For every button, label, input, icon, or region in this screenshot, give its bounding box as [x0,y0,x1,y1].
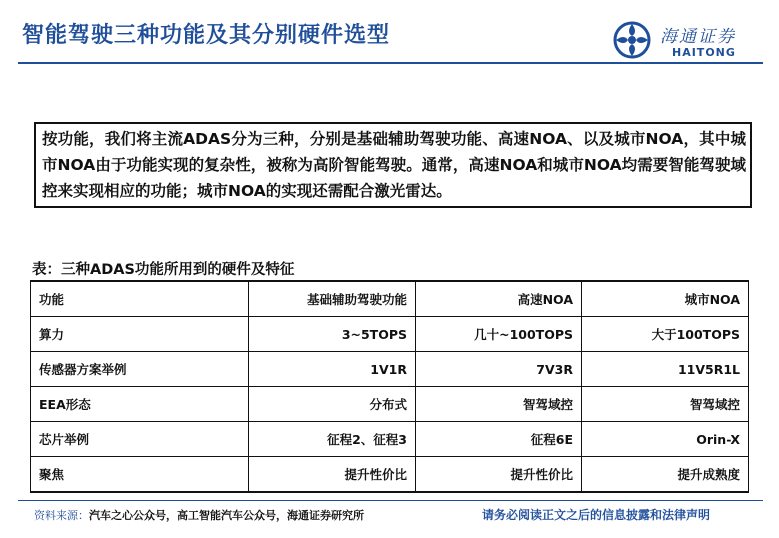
header-divider [18,62,763,64]
source-label: 资料来源： [34,509,89,522]
row-label-cell: 算力 [31,317,249,352]
table-cell: 11V5R1L [582,352,749,387]
row-label-cell: 聚焦 [31,457,249,493]
table-row [31,387,749,422]
table-cell: 高速NOA [416,281,582,317]
adas-hardware-table [30,280,749,493]
table-cell: 智驾域控 [582,387,749,422]
table-cell: 基础辅助驾驶功能 [249,281,416,317]
table-caption: 表：三种ADAS功能所用到的硬件及特征 [32,262,295,278]
table-cell: 征程6E [416,422,582,457]
table-row [31,422,749,457]
table-cell: 城市NOA [582,281,749,317]
page-title: 智能驾驶三种功能及其分别硬件选型 [22,23,391,48]
table-header-row [31,281,749,317]
table-cell: 分布式 [249,387,416,422]
table-cell: 大于100TOPS [582,317,749,352]
table-row [31,457,749,493]
row-label-cell: EEA形态 [31,387,249,422]
legal-disclaimer: 请务必阅读正文之后的信息披露和法律声明 [482,508,711,522]
table-cell: 智驾域控 [416,387,582,422]
row-label-cell: 功能 [31,281,249,317]
table-cell: 7V3R [416,352,582,387]
haitong-logo-icon [612,20,652,60]
summary-callout: 按功能，我们将主流ADAS分为三种，分别是基础辅助驾驶功能、高速NOA、以及城市NOA，其中城市NOA由于功能实现的复杂性，被称为高阶智能驾驶。通常，高速NOA和城市NOA均需要智能驾驶域控来实现相应的功能；城市NOA的实现还需配合激光雷达。 [34,122,752,208]
table-cell: 几十~100TOPS [416,317,582,352]
logo-chinese-name: 海通证券 [660,27,736,47]
source-text: 汽车之心公众号，高工智能汽车公众号，海通证券研究所 [89,509,364,522]
table-row [31,352,749,387]
table-cell: 提升性价比 [249,457,416,493]
footer-divider [18,500,763,501]
table-cell: 1V1R [249,352,416,387]
row-label-cell: 传感器方案举例 [31,352,249,387]
logo-english-name: HAITONG [672,46,736,59]
table-row [31,317,749,352]
table-cell: 提升成熟度 [582,457,749,493]
table-cell: 3~5TOPS [249,317,416,352]
table-cell: 提升性价比 [416,457,582,493]
company-logo [612,20,762,64]
source-note [34,507,364,523]
row-label-cell: 芯片举例 [31,422,249,457]
table-cell: Orin-X [582,422,749,457]
table-cell: 征程2、征程3 [249,422,416,457]
